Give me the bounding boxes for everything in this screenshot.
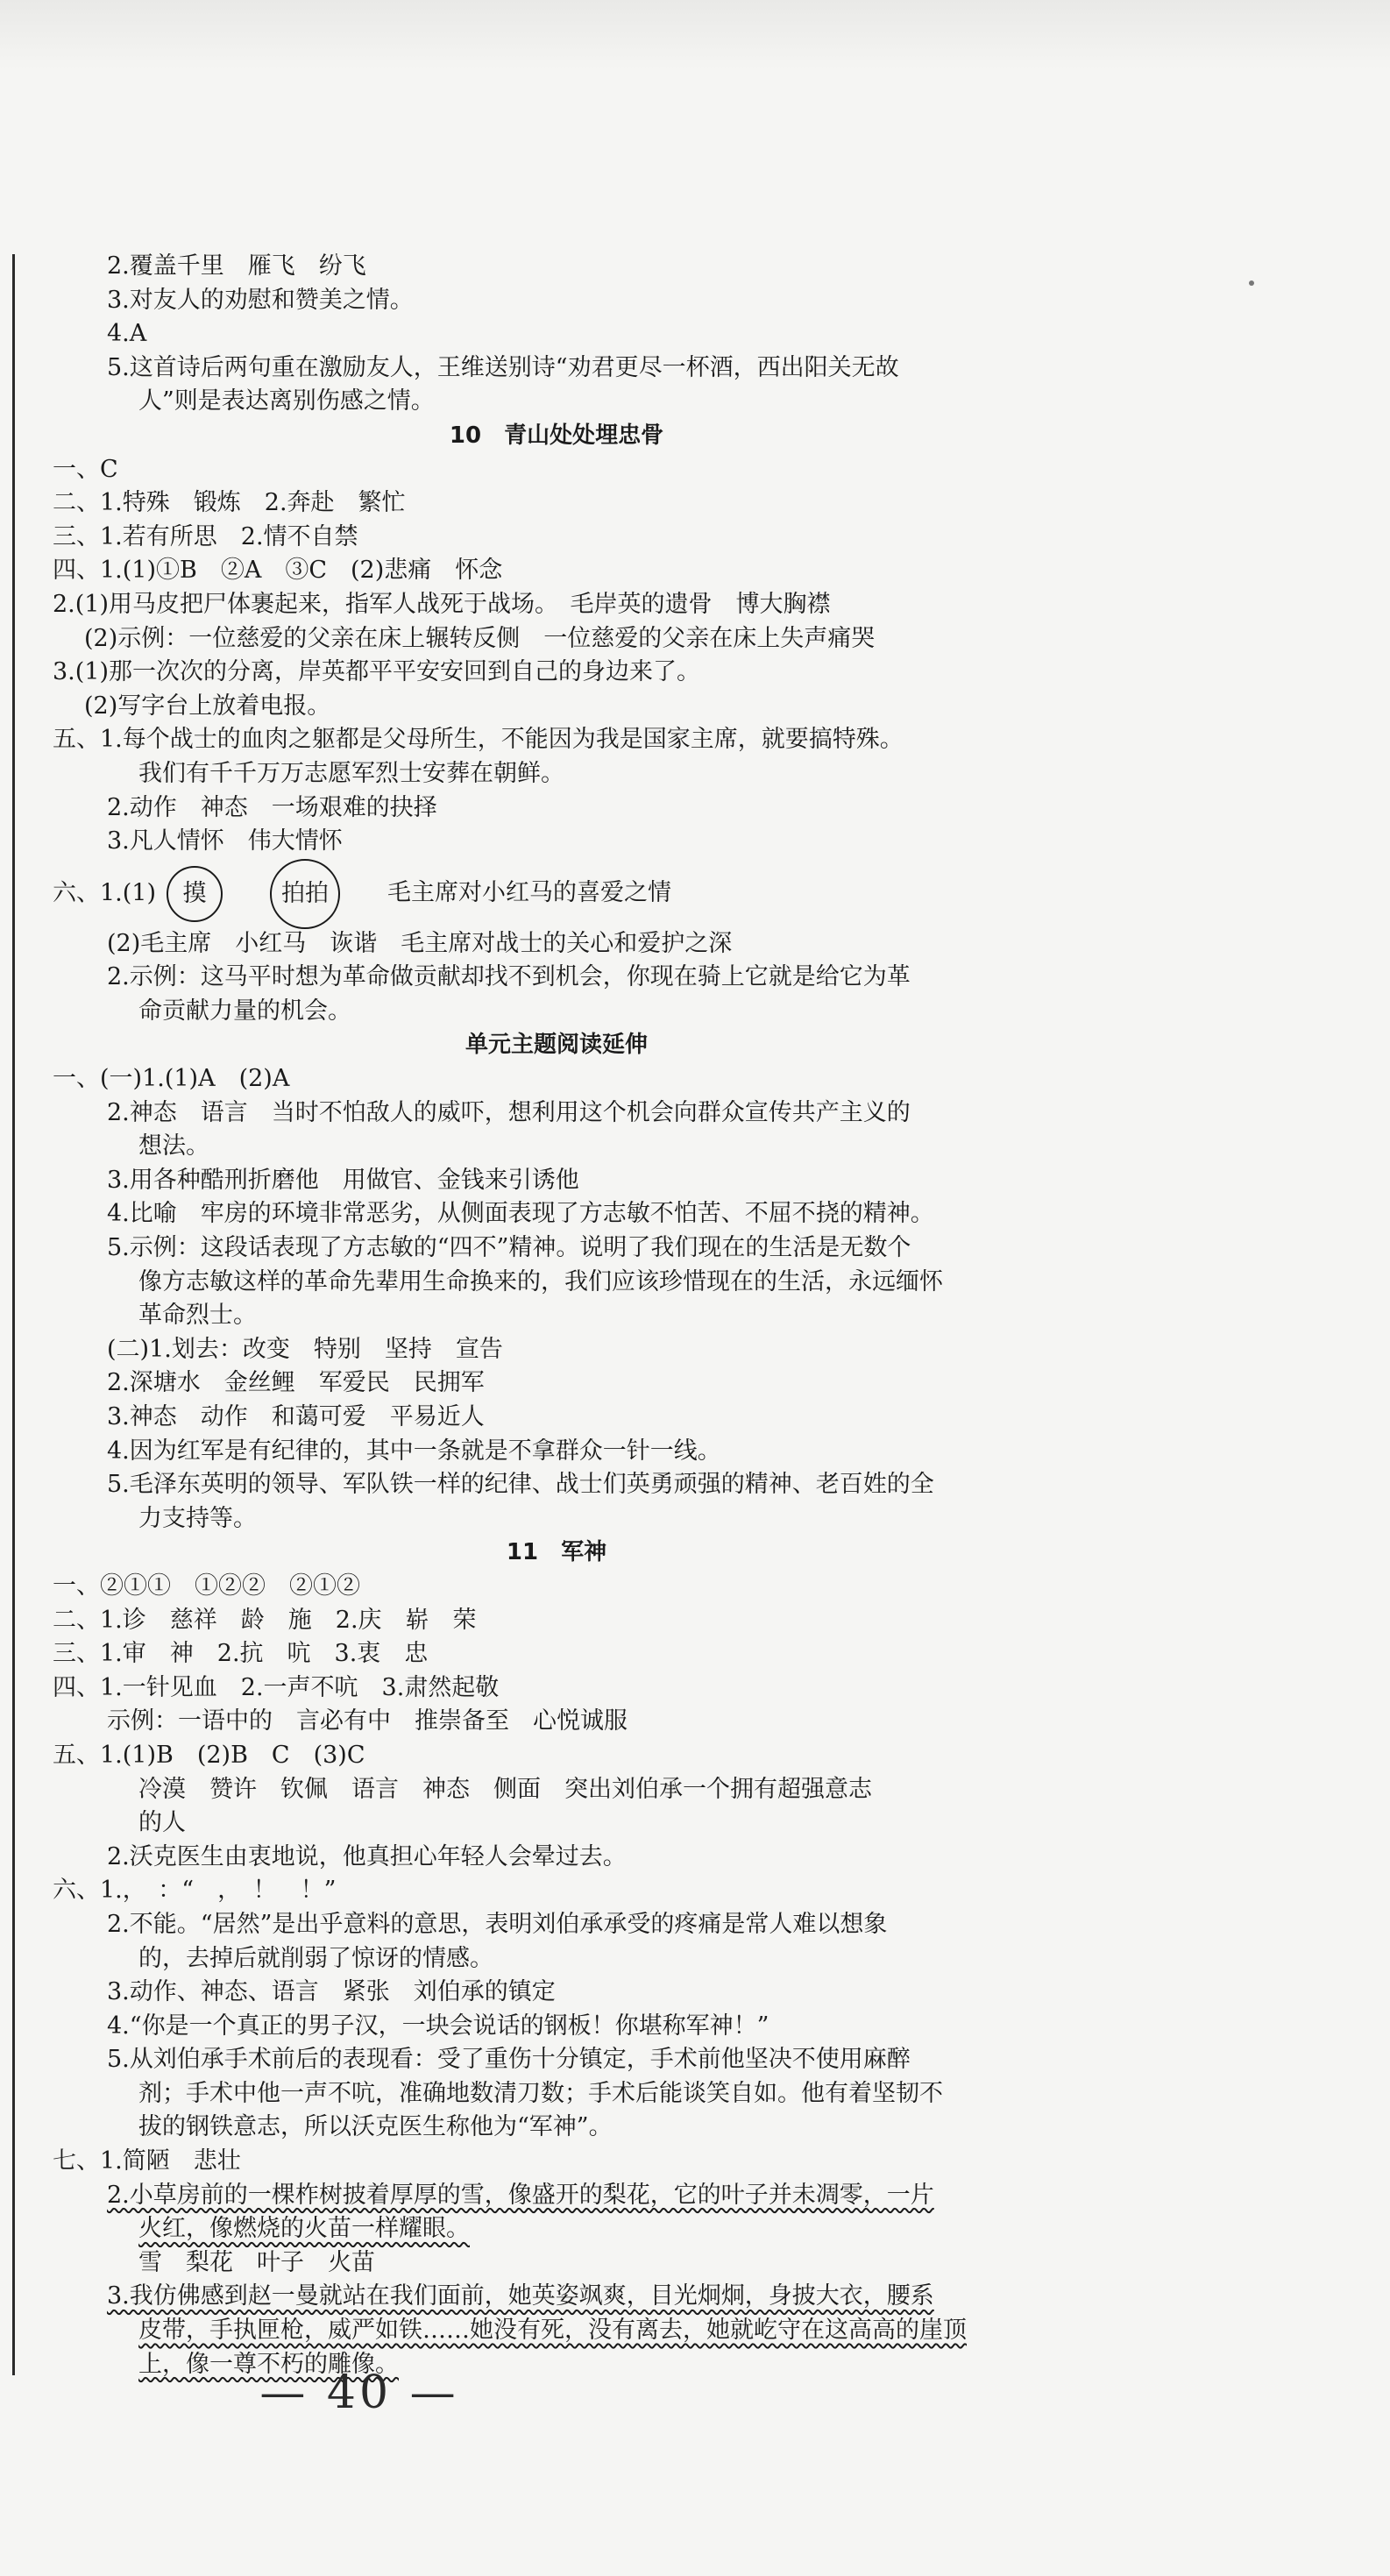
answer-line bbox=[53, 2077, 1060, 2111]
answer-line-text: 3.对友人的劝慰和赞美之情。 bbox=[107, 286, 414, 314]
answer-line bbox=[53, 2111, 1060, 2145]
answer-line-text: 3.用各种酷刑折磨他 用做官、金钱来引诱他 bbox=[107, 1166, 579, 1194]
answer-key-column bbox=[53, 250, 1060, 2381]
answer-line-text: 2.动作 神态 一场艰难的抉择 bbox=[107, 793, 437, 821]
answer-line-text: 4.A bbox=[107, 320, 147, 348]
answer-line bbox=[53, 1773, 1060, 1807]
answer-line-text: 2.示例：这马平时想为革命做贡献却找不到机会，你现在骑上它就是给它为革 bbox=[107, 963, 911, 991]
answer-line bbox=[53, 2145, 1060, 2179]
answer-block-b bbox=[53, 927, 1060, 2382]
answer-line-text: 五、1.(1)B (2)B C (3)C bbox=[53, 1741, 365, 1769]
answer-line-text: 4.因为红军是有纪律的，其中一条就是不拿群众一针一线。 bbox=[107, 1437, 721, 1465]
answer-line-text: 七、1.简陋 悲壮 bbox=[53, 2147, 241, 2175]
answer-line bbox=[53, 250, 1060, 284]
answer-line bbox=[53, 757, 1060, 791]
answer-line-text: 2.覆盖千里 雁飞 纷飞 bbox=[107, 252, 366, 280]
answer-line bbox=[53, 2010, 1060, 2044]
answer-line bbox=[53, 1197, 1060, 1231]
answer-line bbox=[53, 1333, 1060, 1367]
answer-line bbox=[53, 1604, 1060, 1638]
answer-line bbox=[53, 791, 1060, 826]
answer-line-text: 4.比喻 牢房的环境非常恶劣，从侧面表现了方志敏不怕苦、不屈不挠的精神。 bbox=[107, 1200, 934, 1228]
answer-line bbox=[53, 1874, 1060, 1908]
answer-line-text: 三、1.若有所思 2.情不自禁 bbox=[53, 522, 358, 550]
answer-line-text: (2)毛主席 小红马 诙谐 毛主席对战士的关心和爱护之深 bbox=[107, 929, 733, 957]
answer-line-text: (二)1.划去：改变 特别 坚持 宣告 bbox=[107, 1335, 503, 1363]
answer-line-text: 皮带，手执匣枪，威严如铁……她没有死，没有离去，她就屹守在这高高的崖顶 bbox=[138, 2317, 967, 2345]
answer-line-text: 4.“你是一个真正的男子汉，一块会说话的钢板！你堪称军神！” bbox=[107, 2012, 769, 2040]
answer-line-text: (2)示例：一位慈爱的父亲在床上辗转反侧 一位慈爱的父亲在床上失声痛哭 bbox=[84, 624, 876, 652]
answer-line bbox=[53, 284, 1060, 318]
answer-line bbox=[53, 1739, 1060, 1773]
answer-line bbox=[53, 2314, 1060, 2348]
answer-line-text: 3.凡人情怀 伟大情怀 bbox=[107, 827, 343, 855]
answer-line bbox=[53, 1570, 1060, 1604]
answer-line-text: 四、1.(1)①B ②A ③C (2)悲痛 怀念 bbox=[53, 557, 503, 585]
answer-line bbox=[53, 2246, 1060, 2281]
answer-line-text: 六、1.， ：“ ， ！ ！” bbox=[53, 1877, 337, 1905]
answer-line bbox=[53, 2280, 1060, 2314]
answer-line-text: 的，去掉后就削弱了惊讶的情感。 bbox=[138, 1944, 493, 1972]
answer-line bbox=[53, 1705, 1060, 1739]
answer-line bbox=[53, 1096, 1060, 1131]
answer-line-text: 二、1.诊 慈祥 龄 施 2.庆 崭 荣 bbox=[53, 1606, 477, 1634]
answer-line-text: 一、(一)1.(1)A (2)A bbox=[53, 1065, 290, 1093]
answer-line-text: 雪 梨花 叶子 火苗 bbox=[138, 2248, 375, 2276]
answer-line-text: 2.神态 语言 当时不怕敌人的威吓，想利用这个机会向群众宣传共产主义的 bbox=[107, 1098, 911, 1126]
answer-line bbox=[53, 317, 1060, 351]
answer-line-text: 单元主题阅读延伸 bbox=[465, 1032, 648, 1059]
answer-line bbox=[53, 1266, 1060, 1300]
answer-line-text: 火红，像燃烧的火苗一样耀眼。 bbox=[138, 2215, 470, 2243]
answer-line-text: 冷漠 赞许 钦佩 语言 神态 侧面 突出刘伯承一个拥有超强意志 bbox=[138, 1775, 872, 1803]
answer-line-text: 2.(1)用马皮把尸体裹起来，指军人战死于战场。 毛岸英的遗骨 博大胸襟 bbox=[53, 590, 831, 618]
answer-line bbox=[53, 453, 1060, 487]
answer-line-text: 3.动作、神态、语言 紧张 刘伯承的镇定 bbox=[107, 1978, 556, 2006]
answer-line-text: 5.毛泽东英明的领导、军队铁一样的纪律、战士们英勇顽强的精神、老百姓的全 bbox=[107, 1471, 934, 1499]
answer-line bbox=[53, 1435, 1060, 1469]
answer-line bbox=[53, 690, 1060, 724]
answer-line-text: 3.(1)那一次次的分离，岸英都平平安安回到自己的身边来了。 bbox=[53, 658, 701, 686]
answer-line bbox=[53, 2043, 1060, 2077]
answer-line bbox=[53, 927, 1060, 962]
answer-line-text: 想法。 bbox=[138, 1132, 209, 1160]
circled-answer-line bbox=[53, 859, 1060, 927]
answer-line-text: 一、C bbox=[53, 455, 118, 483]
answer-line bbox=[53, 1468, 1060, 1502]
answer-line bbox=[53, 1299, 1060, 1333]
answer-line-text: 三、1.审 神 2.抗 吭 3.衷 忠 bbox=[53, 1640, 429, 1668]
answer-line-text: 2.小草房前的一棵柞树披着厚厚的雪，像盛开的梨花，它的叶子并未凋零，一片 bbox=[107, 2181, 934, 2209]
answer-line-text: 2.深塘水 金丝鲤 军爱民 民拥军 bbox=[107, 1369, 485, 1397]
answer-line bbox=[53, 1366, 1060, 1401]
margin-rule bbox=[12, 254, 15, 2375]
answer-line-text: 命贡献力量的机会。 bbox=[138, 997, 351, 1025]
answer-line-text: 5.示例：这段话表现了方志敏的“四不”精神。说明了我们现在的生活是无数个 bbox=[107, 1234, 911, 1262]
answer-line bbox=[53, 486, 1060, 521]
answer-block-a bbox=[53, 250, 1060, 859]
answer-line-text: 上，像一尊不朽的雕像。 bbox=[138, 2350, 399, 2378]
answer-line bbox=[53, 554, 1060, 588]
answer-line bbox=[53, 588, 1060, 622]
answer-line-text: 示例：一语中的 言必有中 推崇备至 心悦诚服 bbox=[107, 1707, 628, 1735]
answer-line bbox=[53, 1062, 1060, 1096]
answer-line bbox=[53, 1976, 1060, 2010]
answer-line bbox=[53, 622, 1060, 656]
answer-line bbox=[53, 723, 1060, 757]
answer-line-text: 3.我仿佛感到赵一曼就站在我们面前，她英姿飒爽，目光炯炯，身披大衣，腰系 bbox=[107, 2282, 934, 2310]
answer-line-text: 3.神态 动作 和蔼可爱 平易近人 bbox=[107, 1403, 485, 1430]
answer-line-text: 四、1.一针见血 2.一声不吭 3.肃然起敬 bbox=[53, 1673, 500, 1701]
answer-line-text: 11 军神 bbox=[506, 1539, 607, 1566]
answer-line bbox=[53, 385, 1060, 419]
answer-line-text: 的人 bbox=[138, 1809, 186, 1837]
answer-line-text: 二、1.特殊 锻炼 2.奔赴 繁忙 bbox=[53, 489, 406, 517]
answer-line-text: 2.不能。“居然”是出乎意料的意思，表明刘伯承承受的疼痛是常人难以想象 bbox=[107, 1910, 888, 1938]
answer-line bbox=[53, 961, 1060, 995]
answer-line-text: 一、②①① ①②② ②①② bbox=[53, 1572, 360, 1600]
answer-line-text: 人”则是表达离别伤感之情。 bbox=[138, 387, 435, 415]
answer-line-text: 5.这首诗后两句重在激励友人，王维送别诗“劝君更尽一杯酒，西出阳关无故 bbox=[107, 353, 899, 381]
page-number: — 40 — bbox=[259, 2367, 459, 2419]
answer-line bbox=[53, 825, 1060, 859]
answer-line-text: 剂；手术中他一声不吭，准确地数清刀数；手术后能谈笑自如。他有着坚韧不 bbox=[138, 2079, 943, 2107]
answer-line-text: (2)写字台上放着电报。 bbox=[84, 692, 331, 720]
answer-line bbox=[53, 521, 1060, 555]
answer-line bbox=[53, 1401, 1060, 1435]
answer-line bbox=[53, 1806, 1060, 1841]
answer-line bbox=[53, 1231, 1060, 1266]
scan-speck bbox=[1249, 280, 1254, 286]
answer-line-text: 革命烈士。 bbox=[138, 1302, 257, 1330]
scan-top-shadow bbox=[0, 0, 1390, 70]
answer-line bbox=[53, 1164, 1060, 1198]
circled-line-prefix: 六、1.(1) bbox=[53, 879, 157, 907]
answer-line bbox=[53, 2212, 1060, 2246]
answer-line-text: 力支持等。 bbox=[138, 1504, 257, 1532]
answer-line bbox=[53, 1841, 1060, 1875]
answer-line-text: 拔的钢铁意志，所以沃克医生称他为“军神”。 bbox=[138, 2113, 613, 2141]
answer-line bbox=[53, 1130, 1060, 1164]
section-heading bbox=[53, 1028, 1060, 1062]
answer-line-text: 10 青山处处埋忠骨 bbox=[449, 422, 664, 449]
circled-word-2: 拍拍 bbox=[270, 859, 340, 929]
answer-line-text: 我们有千千万万志愿军烈士安葬在朝鲜。 bbox=[138, 759, 564, 787]
answer-line-text: 2.沃克医生由衷地说，他真担心年轻人会晕过去。 bbox=[107, 1842, 627, 1870]
answer-line bbox=[53, 1502, 1060, 1536]
answer-line bbox=[53, 2348, 1060, 2382]
section-heading bbox=[53, 1536, 1060, 1570]
circled-line-tail: 毛主席对小红马的喜爱之情 bbox=[387, 879, 672, 907]
answer-line bbox=[53, 1671, 1060, 1706]
answer-line bbox=[53, 2179, 1060, 2213]
circled-word-1: 摸 bbox=[167, 866, 223, 922]
section-heading bbox=[53, 419, 1060, 453]
answer-line bbox=[53, 995, 1060, 1029]
answer-line-text: 五、1.每个战士的血肉之躯都是父母所生，不能因为我是国家主席，就要搞特殊。 bbox=[53, 726, 904, 754]
answer-line bbox=[53, 1942, 1060, 1976]
answer-line-text: 像方志敏这样的革命先辈用生命换来的，我们应该珍惜现在的生活，永远缅怀 bbox=[138, 1267, 943, 1295]
answer-line bbox=[53, 1908, 1060, 1942]
answer-line-text: 5.从刘伯承手术前后的表现看：受了重伤十分镇定，手术前他坚决不使用麻醉 bbox=[107, 2046, 911, 2074]
answer-line bbox=[53, 1637, 1060, 1671]
answer-line bbox=[53, 656, 1060, 690]
answer-line bbox=[53, 351, 1060, 386]
